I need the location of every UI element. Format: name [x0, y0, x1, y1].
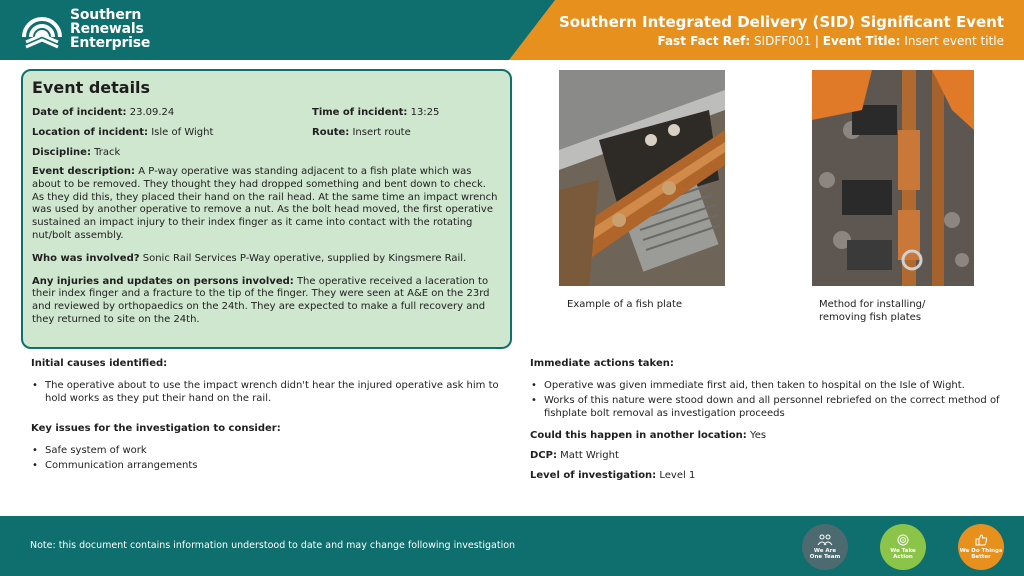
ref-label: Fast Fact Ref: [657, 34, 751, 48]
fish-plate-photo [559, 70, 725, 286]
key-issues-list [31, 444, 501, 472]
value-badge-do-things-better [958, 524, 1004, 570]
event-details-heading: Event details [32, 78, 151, 97]
initial-causes-list [31, 379, 501, 405]
thumbs-up-icon [973, 534, 989, 546]
list-item: • Works of this nature were stood down and all personnel rebriefed on the correct method of fishplate bolt removal as investigation proceeds [530, 394, 1000, 420]
footer-banner [0, 516, 1024, 576]
value-badge-take-action [880, 524, 926, 570]
investigation-level-row [530, 469, 1000, 482]
value-1-line-2: One Team [809, 554, 841, 560]
causes-and-issues-section [31, 357, 501, 474]
level-value: Level 1 [659, 470, 696, 481]
immediate-actions-heading: Immediate actions taken: [530, 358, 674, 369]
time-value: 13:25 [410, 107, 440, 118]
logo-line-1: Southern [70, 7, 142, 23]
value-3-line-2: Better [971, 554, 991, 560]
discipline-row [32, 146, 501, 159]
value-badge-one-team [802, 524, 848, 570]
header-banner [0, 0, 1024, 60]
logo-line-3: Enterprise [70, 35, 151, 51]
page-title: Southern Integrated Delivery (SID) Significant Event [558, 13, 1004, 31]
discipline-label: Discipline: [32, 147, 91, 158]
event-title-value: Insert event title [904, 34, 1004, 48]
dcp-label: DCP: [530, 450, 557, 461]
date-label: Date of incident: [32, 107, 127, 118]
company-logo [20, 8, 150, 50]
dcp-row [530, 449, 1000, 462]
dcp-value: Matt Wright [560, 450, 619, 461]
people-icon [817, 534, 833, 546]
description-value: A P-way operative was standing adjacent to a fish plate which was about to be removed. They thought they had dropped something and bent down to check. As they did this, they placed their hand on the rail head. At the same time an impact wrench was used by another operative to remove a nut. As the bolt head moved, the first operative sustained an impact injury to their index finger as it came into contact with the rotating nut/bolt assembly. [32, 166, 498, 241]
list-item: • Operative was given immediate first aid, then taken to hospital on the Isle of Wight. [530, 379, 1000, 392]
list-item: • The operative about to use the impact wrench didn't hear the injured operative ask him to hold works as they put their hand on the rail. [31, 379, 501, 405]
who-label: Who was involved? [32, 252, 140, 264]
description-label: Event description: [32, 166, 136, 177]
immediate-actions-list [530, 379, 1000, 420]
other-location-row [530, 429, 1000, 442]
logo-line-2: Renewals [70, 21, 144, 37]
photo-caption-2: Method for installing/ removing fish plates [819, 299, 926, 323]
discipline-value: Track [94, 147, 121, 158]
location-value: Isle of Wight [151, 127, 214, 138]
rainbow-logo-icon [20, 9, 64, 49]
list-item: • Communication arrangements [31, 459, 501, 472]
list-item: • Safe system of work [31, 444, 501, 457]
photo-caption-1: Example of a fish plate [567, 299, 683, 310]
event-title-label: Event Title: [822, 34, 901, 48]
value-2-line-2: Action [893, 554, 913, 560]
ref-value: SIDFF001 [753, 34, 812, 48]
route-label: Route: [312, 127, 350, 138]
injuries-updates [32, 276, 501, 327]
location-route-row [32, 126, 501, 139]
title-separator: | [814, 34, 819, 48]
logo-wordmark [70, 8, 150, 50]
value-3-line-1: We Do Things [959, 547, 1003, 554]
location-label: Location of incident: [32, 127, 149, 138]
date-value: 23.09.24 [129, 107, 175, 118]
actions-section [530, 357, 1000, 482]
footer-note: Note: this document contains information understood to date and may change following investigation [30, 540, 516, 551]
value-1-line-1: We Are [813, 547, 837, 554]
value-2-line-1: We Take [890, 547, 916, 554]
title-subline [559, 33, 1004, 49]
injuries-value: The operative received a laceration to their index finger and a fracture to the tip of the finger. They were seen at A&E on the 23rd and reviewed by orthopaedics on the 24th. They are expected to make a full recovery and they returned to site on the 24th. [32, 275, 490, 325]
other-location-value: Yes [749, 430, 767, 441]
installing-fish-plate-photo [812, 70, 974, 286]
key-issues-heading: Key issues for the investigation to consider: [31, 423, 281, 434]
date-time-row [32, 106, 501, 119]
other-location-label: Could this happen in another location: [530, 430, 747, 441]
route-value: Insert route [352, 127, 411, 138]
who-value: Sonic Rail Services P-Way operative, supplied by Kingsmere Rail. [142, 252, 467, 264]
title-block [559, 12, 1004, 49]
event-description [32, 166, 501, 243]
target-icon [895, 534, 911, 546]
level-label: Level of investigation: [530, 470, 657, 481]
initial-causes-heading: Initial causes identified: [31, 358, 168, 369]
time-label: Time of incident: [312, 107, 408, 118]
injuries-label: Any injuries and updates on persons involved: [32, 275, 294, 287]
event-details-panel [21, 69, 512, 349]
who-involved [32, 253, 501, 266]
